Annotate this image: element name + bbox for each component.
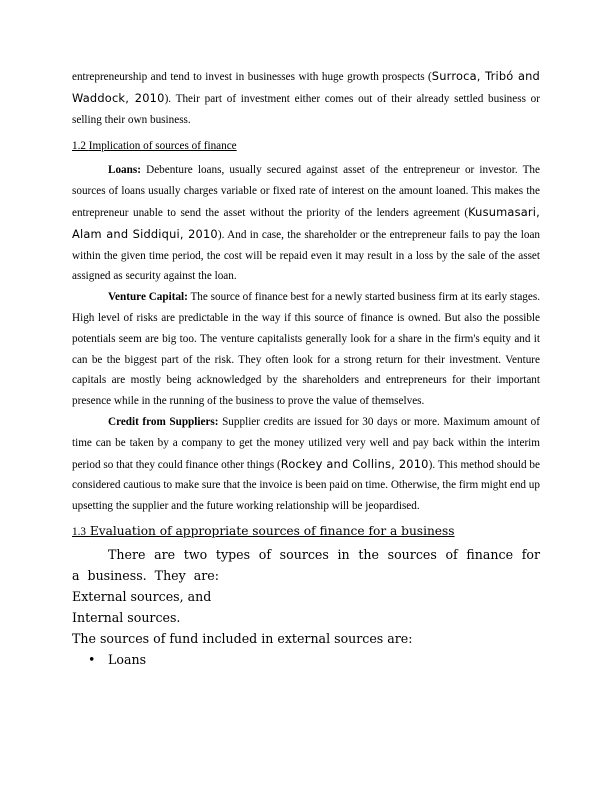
section-1-2-number: 1.2 <box>72 140 86 153</box>
bullet-icon: • <box>88 651 96 667</box>
intro-paragraph <box>72 66 540 130</box>
intro-citation: Surroca, Tribó and Waddock, 2010 <box>72 69 540 105</box>
section-1-2-title: Implication of sources of finance <box>88 140 237 153</box>
venture-paragraph <box>72 287 540 412</box>
loans-text-after: ). And in case, the shareholder or the entrepreneur fails to pay the loan within the given time period, the cost will be repaid even it may result in a loss by the sale of the asset assigned as security against the loan. <box>72 228 541 283</box>
section-1-2-heading <box>72 138 540 154</box>
section-1-3-number: 1.3 <box>72 525 86 538</box>
evaluation-line-3: Internal sources. <box>72 609 181 625</box>
evaluation-line-4: The sources of fund included in external sources are: <box>72 630 413 646</box>
intro-text: entrepreneurship and tend to invest in businesses with huge growth prospects ( <box>72 71 432 83</box>
venture-text: The source of finance best for a newly started business firm at its early stages. High level of risks are predictable in the way if this source of finance is owned. But also the possible potentials seem are big too. The venture capitalists generally look for a share in the firm's equity and it can be the biggest part of the risk. They often look for a strong return for their investment. Venture capitals are mostly being acknowledged by the shareholders and entrepreneurs for their important presence while in the running of the business to prove the value of themselves. <box>72 291 540 408</box>
section-1-3-heading <box>72 523 540 540</box>
suppliers-citation: Rockey and Collins, 2010 <box>280 456 429 471</box>
loans-text: Debenture loans, usually secured against asset of the entrepreneur or investor. The sources of loans usually charges variable or fixed rate of interest on the amount loaned. This makes the entrepreneur unable to send the asset without the priority of the lenders agreement ( <box>72 164 540 219</box>
suppliers-text: Supplier credits are issued for 30 days or more. Maximum amount of time can be taken by a company to get the money utilized very well and pay back within the interim period so that they could finance other things ( <box>72 415 540 471</box>
loans-paragraph <box>72 160 540 287</box>
section-1-3-title: Evaluation of appropriate sources of finance for a business <box>89 523 455 538</box>
suppliers-label: Credit from Suppliers: <box>108 415 219 428</box>
intro-text-after: ). Their part of investment either comes out of their already settled business or selling their own business. <box>72 92 540 126</box>
loans-citation: Kusumasari, Alam and Siddiqui, 2010 <box>72 204 540 241</box>
loans-label: Loans: <box>108 164 141 177</box>
suppliers-text-after: ). This method should be considered cautious to make sure that the invoice is been paid on time. Otherwise, the firm might end up upsetting the supplier and the future working relationship will be jeopardised. <box>72 458 540 513</box>
list-item <box>72 649 540 670</box>
suppliers-paragraph <box>72 412 540 517</box>
list-item-label: Loans <box>108 651 147 667</box>
external-sources-list <box>72 649 540 670</box>
evaluation-line-2: External sources, and <box>72 588 212 604</box>
evaluation-line-1: There are two types of sources in the sources of finance for a business. They are: <box>72 546 540 583</box>
venture-label: Venture Capital: <box>108 291 188 304</box>
page-content <box>72 66 540 670</box>
